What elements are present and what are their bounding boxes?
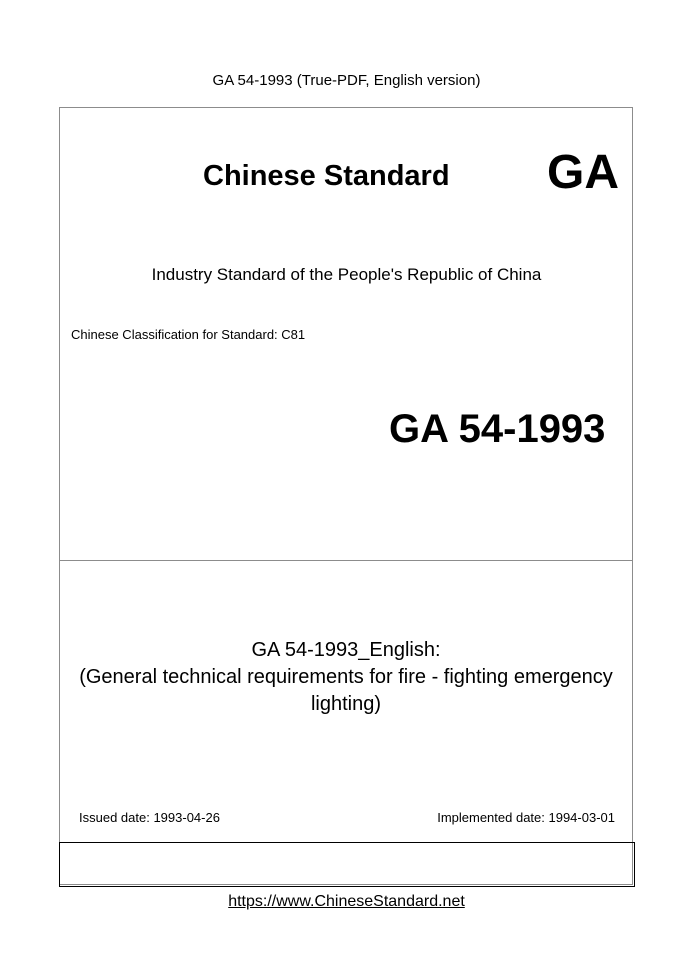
industry-subtitle: Industry Standard of the People's Republic of China [151,265,542,284]
document-title-line-2: (General technical requirements for fire - fighting emergency [79,666,613,688]
standard-code-badge: GA [547,146,619,199]
standard-number: GA 54-1993 [389,407,606,451]
implemented-date: Implemented date: 1994-03-01 [437,810,615,825]
empty-bottom-box [59,842,635,887]
section-divider [60,560,632,561]
classification-label: Chinese Classification for Standard: C81 [71,327,306,342]
issued-date: Issued date: 1993-04-26 [79,810,220,825]
document-title-line-3: lighting) [310,693,382,715]
website-link[interactable]: https://www.ChineseStandard.net [228,893,465,910]
footer [0,893,693,911]
document-title-line-1: GA 54-1993_English: [251,639,441,661]
document-title-block [59,637,633,718]
cover-frame [59,107,633,885]
main-heading: Chinese Standard [203,160,450,192]
document-header-title: GA 54-1993 (True-PDF, English version) [212,72,481,89]
